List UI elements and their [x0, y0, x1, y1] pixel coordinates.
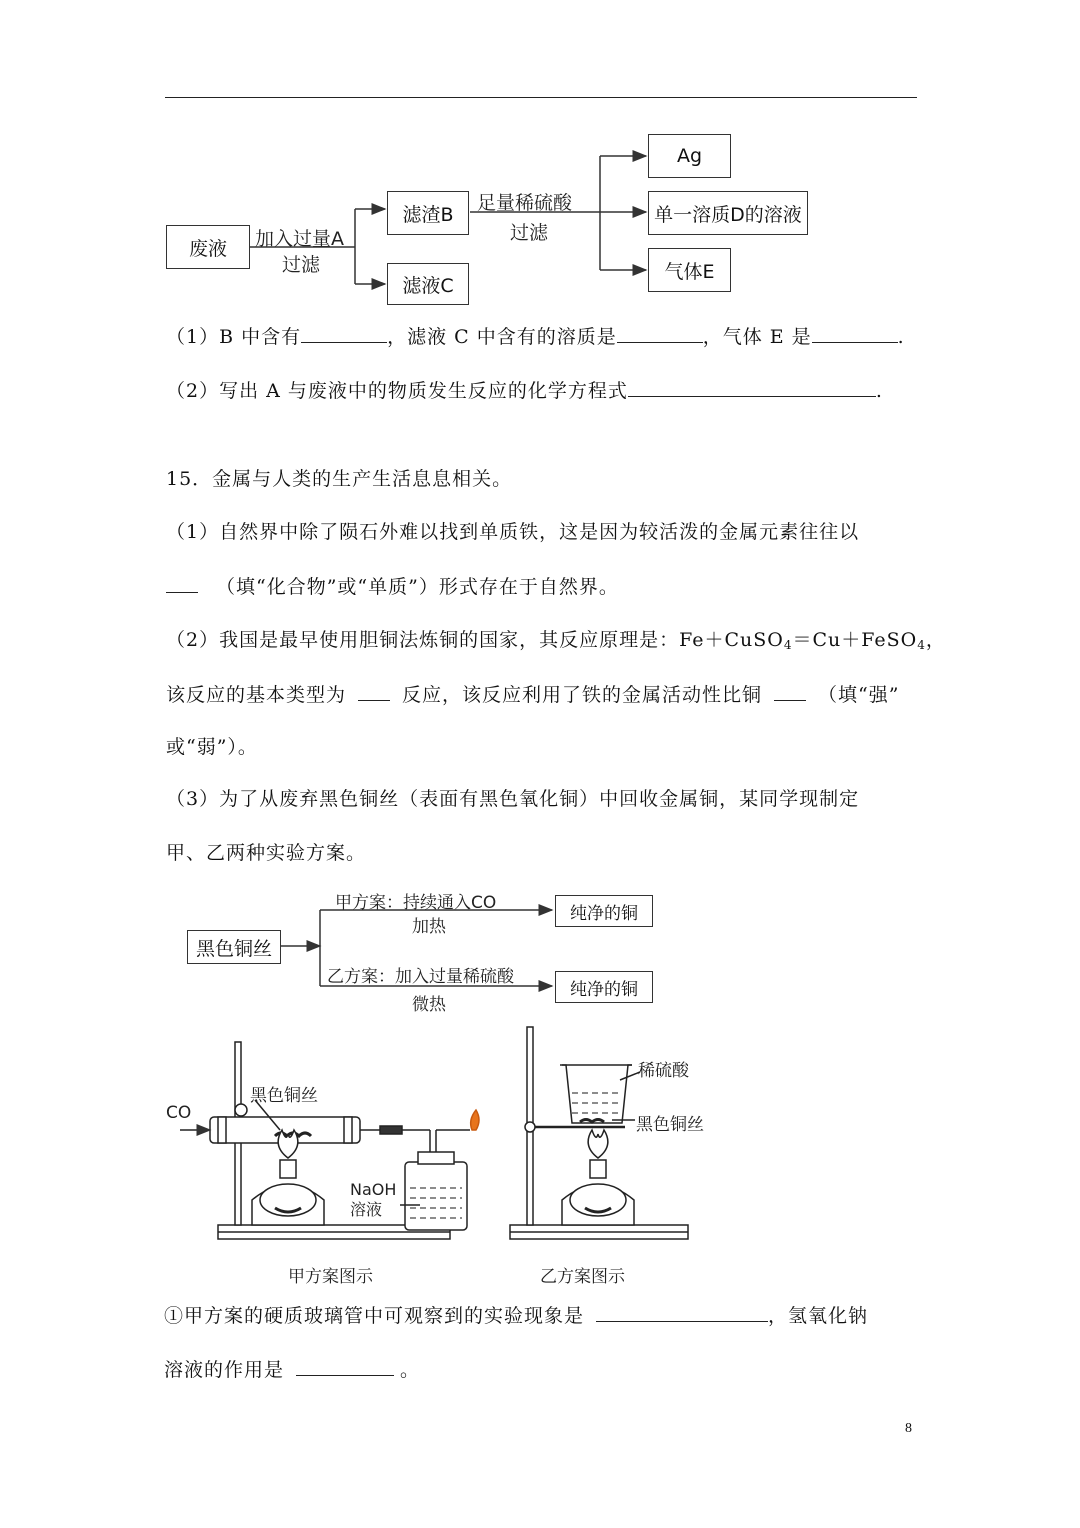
step1-top-label: 加入过量A [255, 228, 344, 250]
q15-p3-line1: （3）为了从废弃黑色铜丝（表面有黑色氧化铜）中回收金属铜，某同学现制定 [166, 788, 860, 810]
q14-p1-b: ，滤液 C 中含有的溶质是 [387, 326, 617, 348]
page-number: 8 [905, 1421, 912, 1436]
plan-a-top-label: 甲方案：持续通入CO [335, 893, 497, 913]
ag-box: Ag [648, 134, 731, 178]
plan-b-top-label: 乙方案：加入过量稀硫酸 [327, 967, 514, 987]
residue-b-box: 滤渣B [387, 191, 469, 235]
dilute-acid-label: 稀硫酸 [638, 1061, 689, 1081]
q15-p2-line3: 或“弱”）。 [166, 736, 258, 758]
plan-a-bottom-label: 加热 [412, 917, 446, 937]
q15-p2-line2-b: 反应，该反应利用了铁的金属活动性比铜 [402, 684, 763, 706]
black-wire-label-b: 黑色铜丝 [636, 1115, 704, 1135]
q15-sub1-line2-b: 。 [400, 1359, 421, 1381]
black-wire-label-a: 黑色铜丝 [250, 1086, 318, 1106]
q15-sub1-line2 [164, 1357, 420, 1382]
q14-p1-a: （1）B 中含有 [166, 326, 302, 348]
q15-p2-text-c: ， [925, 629, 946, 651]
q15-title: 15．金属与人类的生产生活息息相关。 [166, 468, 513, 490]
answer-blank[interactable] [596, 1303, 768, 1322]
solution-d-box: 单一溶质D的溶液 [648, 191, 808, 235]
q15-p2-text-a: （2）我国是最早使用胆铜法炼铜的国家，其反应原理是：Fe＋CuSO [166, 629, 784, 651]
answer-blank[interactable] [296, 1357, 394, 1376]
q15-sub1-line2-a: 溶液的作用是 [164, 1359, 285, 1381]
naoh-label [350, 1180, 396, 1220]
waste-liquid-box: 废液 [166, 225, 250, 269]
step2-bottom-label: 过滤 [510, 222, 549, 244]
q15-p1-line1: （1）自然界中除了陨石外难以找到单质铁，这是因为较活泼的金属元素往往以 [166, 521, 860, 543]
pure-copper-box-b: 纯净的铜 [555, 971, 653, 1003]
q15-sub1-a: ①甲方案的硬质玻璃管中可观察到的实验现象是 [164, 1305, 585, 1327]
filtrate-c-box: 滤液C [387, 263, 469, 305]
gas-e-box: 气体E [648, 248, 731, 292]
q14-p1-c: ，气体 E 是 [702, 326, 812, 348]
caption-plan-a: 甲方案图示 [288, 1267, 373, 1287]
step2-top-label: 足量稀硫酸 [477, 192, 573, 214]
pure-copper-box-a: 纯净的铜 [555, 895, 653, 927]
q15-p2-line2-c: （填“强” [818, 684, 900, 706]
caption-plan-b: 乙方案图示 [540, 1267, 625, 1287]
black-wire-box: 黑色铜丝 [187, 930, 281, 964]
subscript: 4 [917, 638, 926, 652]
q15-p1-line2-text: （填“化合物”或“单质”）形式存在于自然界。 [216, 576, 619, 598]
q14-p2-a: （2）写出 A 与废液中的物质发生反应的化学方程式 [166, 380, 628, 402]
q15-sub1-line1 [164, 1303, 868, 1328]
q15-sub1-b: ，氢氧化钠 [768, 1305, 869, 1327]
subscript: 4 [783, 638, 793, 652]
step1-bottom-label: 过滤 [282, 254, 321, 276]
q15-p2-line2-a: 该反应的基本类型为 [166, 684, 347, 706]
naoh-label-line2: 溶液 [350, 1200, 383, 1219]
naoh-label-line1: NaOH [350, 1180, 397, 1199]
q15-p2-text-b: ＝Cu＋FeSO [792, 629, 918, 651]
q14-p2-end: . [875, 380, 883, 402]
plan-b-bottom-label: 微热 [412, 995, 446, 1015]
co-label: CO [166, 1103, 192, 1123]
q15-p3-line2: 甲、乙两种实验方案。 [166, 842, 367, 864]
q14-p1-end: . [897, 326, 905, 348]
